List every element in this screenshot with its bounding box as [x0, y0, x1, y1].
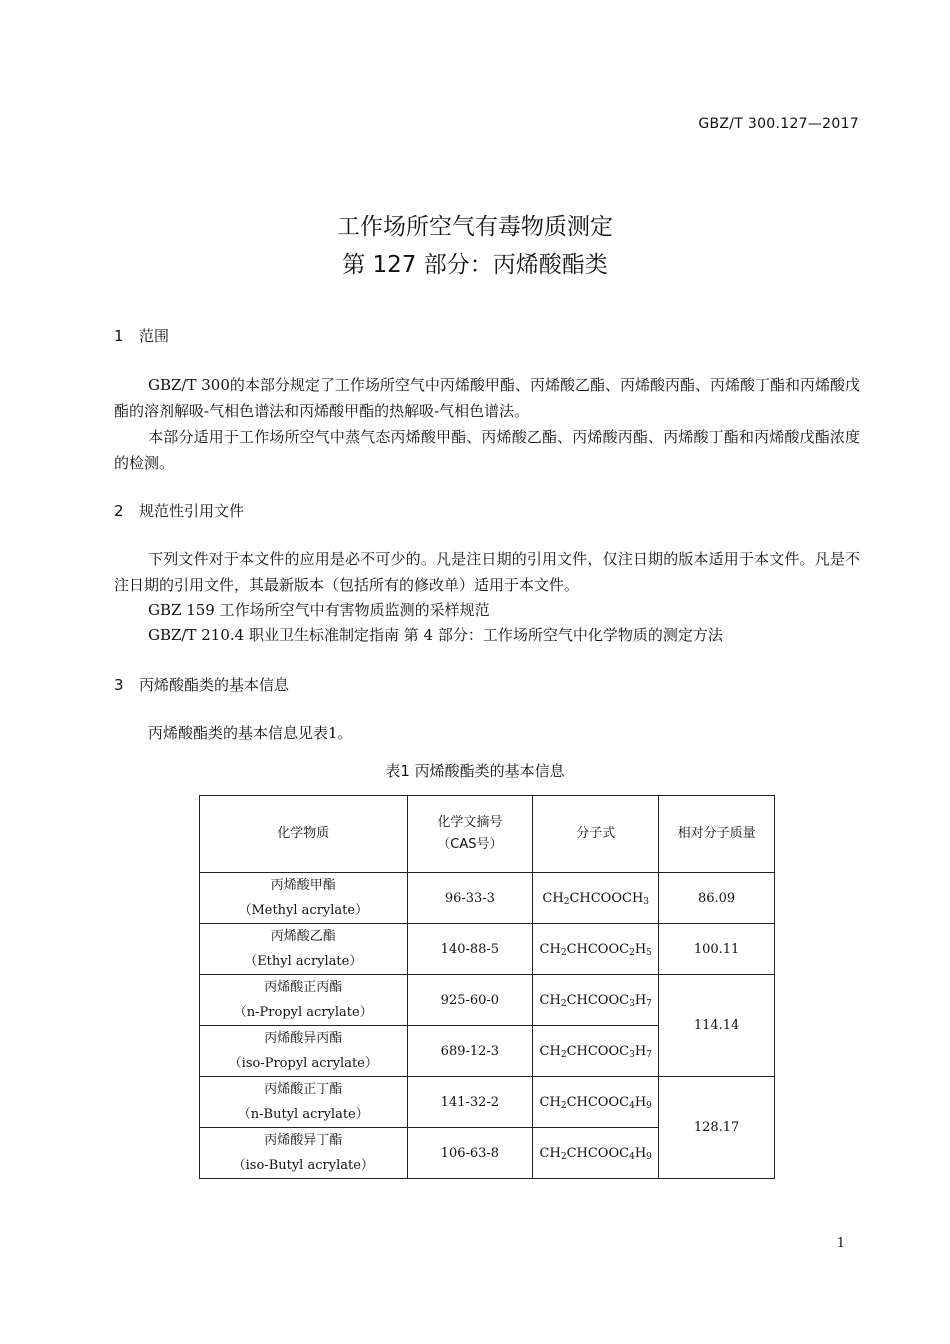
- substance-en: （n-Propyl acrylate）: [233, 1005, 373, 1020]
- substance-cell: [200, 1026, 408, 1077]
- section-title: 丙烯酸酯类的基本信息: [139, 676, 290, 694]
- cas-cell: 689-12-3: [407, 1026, 533, 1077]
- section-title: 规范性引用文件: [139, 502, 245, 520]
- formula-cell: $CH_2CHCOOC_4H_9$: [533, 1128, 659, 1179]
- section-1-heading: [114, 325, 169, 346]
- document-title: 工作场所空气有毒物质测定: [337, 214, 613, 240]
- section-number: 2: [114, 502, 124, 520]
- substance-zh: 丙烯酸甲酯: [270, 878, 336, 893]
- document-subtitle: 第 127 部分：丙烯酸酯类: [342, 252, 608, 278]
- table-header-row: [200, 796, 775, 873]
- header-cas-line-1: 化学文摘号: [437, 815, 503, 830]
- formula-cell: $CH_2CHCOOC_4H_9$: [533, 1077, 659, 1128]
- substance-cell: [200, 1077, 408, 1128]
- standard-code: GBZ/T 300.127—2017: [698, 116, 859, 132]
- section-number: 3: [114, 676, 124, 694]
- substance-zh: 丙烯酸正丁酯: [264, 1082, 343, 1097]
- section-2-paragraph-1: [114, 546, 860, 598]
- formula-cell: $CH_2CHCOOC_2H_5$: [533, 924, 659, 975]
- section-3-paragraph-1: 丙烯酸酯类的基本信息见表1。: [148, 724, 353, 742]
- header-cas-line-2: （CAS号）: [437, 837, 503, 852]
- substance-cell: [200, 975, 408, 1026]
- section-3-heading: [114, 674, 289, 695]
- section-1-paragraph-1: [114, 372, 860, 424]
- header-molecular-mass: 相对分子质量: [659, 796, 775, 873]
- substance-zh: 丙烯酸乙酯: [270, 929, 336, 944]
- substance-en: （n-Butyl acrylate）: [237, 1107, 369, 1122]
- substance-zh: 丙烯酸异丙酯: [264, 1031, 343, 1046]
- header-formula: 分子式: [533, 796, 659, 873]
- formula-cell: $CH_2CHCOOC_3H_7$: [533, 975, 659, 1026]
- substance-cell: [200, 924, 408, 975]
- formula-cell: $CH_2CHCOOCH_3$: [533, 873, 659, 924]
- page-number: 1: [836, 1236, 845, 1251]
- section-2-heading: [114, 500, 244, 521]
- cas-cell: 140-88-5: [407, 924, 533, 975]
- table-row: [200, 924, 775, 975]
- cas-cell: 141-32-2: [407, 1077, 533, 1128]
- cas-cell: 96-33-3: [407, 873, 533, 924]
- header-substance: 化学物质: [200, 796, 408, 873]
- table-row: [200, 975, 775, 1026]
- substance-cell: [200, 1128, 408, 1179]
- paragraph-text: 本部分适用于工作场所空气中蒸气态丙烯酸甲酯、丙烯酸乙酯、丙烯酸丙酯、丙烯酸丁酯和丙烯酸戊酯浓度的检测。: [114, 428, 860, 472]
- mass-cell: 128.17: [659, 1077, 775, 1179]
- section-1-paragraph-2: [114, 424, 860, 476]
- substance-en: （Methyl acrylate）: [238, 903, 369, 918]
- table-row: [200, 873, 775, 924]
- substance-en: （iso-Propyl acrylate）: [228, 1056, 378, 1071]
- substance-cell: [200, 873, 408, 924]
- cas-cell: 925-60-0: [407, 975, 533, 1026]
- mass-cell: 86.09: [659, 873, 775, 924]
- normative-reference-2: GBZ/T 210.4 职业卫生标准制定指南 第 4 部分：工作场所空气中化学物质的测定方法: [148, 626, 723, 644]
- normative-reference-1: GBZ 159 工作场所空气中有害物质监测的采样规范: [148, 601, 490, 619]
- cas-cell: 106-63-8: [407, 1128, 533, 1179]
- substance-en: （iso-Butyl acrylate）: [232, 1158, 374, 1173]
- paragraph-text: GBZ/T 300的本部分规定了工作场所空气中丙烯酸甲酯、丙烯酸乙酯、丙烯酸丙酯、丙烯酸丁酯和丙烯酸戊酯的溶剂解吸-气相色谱法和丙烯酸甲酯的热解吸-气相色谱法。: [114, 376, 860, 420]
- header-cas: [407, 796, 533, 873]
- table-caption: 表1 丙烯酸酯类的基本信息: [385, 762, 565, 780]
- substance-zh: 丙烯酸正丙酯: [264, 980, 343, 995]
- mass-cell: 114.14: [659, 975, 775, 1077]
- acrylates-info-table: [199, 795, 775, 1179]
- section-title: 范围: [139, 327, 170, 345]
- mass-cell: 100.11: [659, 924, 775, 975]
- table-row: [200, 1077, 775, 1128]
- substance-en: （Ethyl acrylate）: [244, 954, 363, 969]
- formula-cell: $CH_2CHCOOC_3H_7$: [533, 1026, 659, 1077]
- substance-zh: 丙烯酸异丁酯: [264, 1133, 343, 1148]
- paragraph-text: 下列文件对于本文件的应用是必不可少的。凡是注日期的引用文件，仅注日期的版本适用于本文件。凡是不注日期的引用文件，其最新版本（包括所有的修改单）适用于本文件。: [114, 550, 860, 594]
- section-number: 1: [114, 327, 124, 345]
